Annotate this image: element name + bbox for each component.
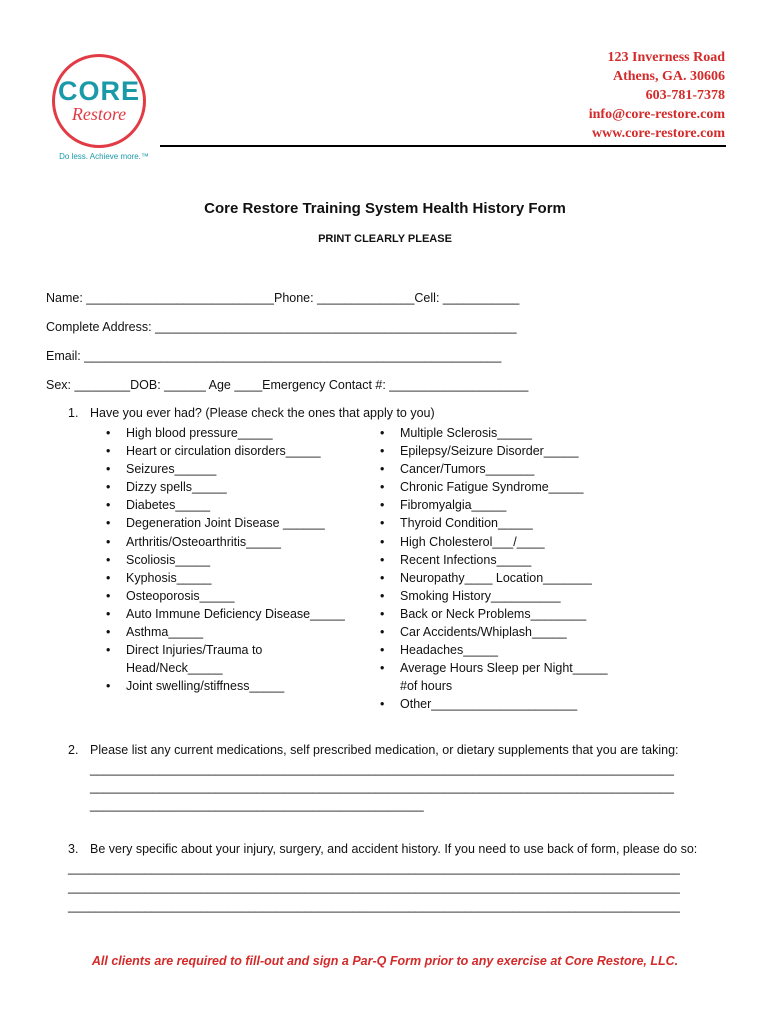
sex-dob-age-emergency-line[interactable]: Sex: ________DOB: ______ Age ____Emergency Contact #: ____________________ [46,378,529,392]
condition-item[interactable]: • Cancer/Tumors_______ [378,460,608,478]
address-block [589,48,725,143]
condition-item[interactable]: • High blood pressure_____ [104,424,354,442]
par-q-notice: All clients are required to fill-out and sign a Par-Q Form prior to any exercise at Core Restore, LLC. [91,954,679,968]
condition-item[interactable]: • Fibromyalgia_____ [378,496,608,514]
medications-line-1[interactable]: ____________________________________________________________________________________ [90,762,674,776]
logo-tagline: Do less. Achieve more.™ [59,152,149,161]
history-line-1[interactable]: ________________________________________________________________________________________ [68,861,680,875]
condition-item[interactable]: • Back or Neck Problems________ [378,605,608,623]
condition-item[interactable]: • Osteoporosis_____ [104,587,354,605]
logo-restore-text: Restore [71,104,127,124]
header-divider [160,145,726,147]
address-city: Athens, GA. 30606 [612,69,725,84]
condition-item[interactable]: • Average Hours Sleep per Night_____ #of hours [378,659,608,695]
condition-item[interactable]: • High Cholesterol___/____ [378,533,608,551]
question-1 [68,406,435,420]
condition-item[interactable]: • Seizures______ [104,460,354,478]
question-2 [68,743,679,757]
form-title: Core Restore Training System Health History Form [204,200,566,217]
condition-item[interactable]: • Recent Infections_____ [378,551,608,569]
form-subtitle: PRINT CLEARLY PLEASE [318,233,452,245]
email-line[interactable]: Email: ____________________________________________________________ [46,349,502,363]
condition-item[interactable]: • Other_____________________ [378,695,608,713]
medications-line-2[interactable]: ____________________________________________________________________________________ [90,780,674,794]
question-3 [68,842,697,856]
condition-item[interactable]: • Smoking History__________ [378,587,608,605]
core-restore-logo [44,50,164,170]
condition-item[interactable]: • Thyroid Condition_____ [378,514,608,532]
question-3-number: 3. [68,842,79,856]
history-line-3[interactable]: ________________________________________________________________________________________ [68,899,680,913]
address-line[interactable]: Complete Address: ____________________________________________________ [46,320,517,334]
address-phone: 603-781-7378 [645,88,725,103]
name-phone-cell-line[interactable]: Name: ___________________________Phone: ______________Cell: ___________ [46,291,520,305]
question-1-number: 1. [68,406,79,420]
condition-item[interactable]: • Arthritis/Osteoarthritis_____ [104,533,354,551]
condition-item[interactable]: • Asthma_____ [104,623,354,641]
question-1-text: Have you ever had? (Please check the ones that apply to you) [90,406,435,420]
condition-list-right [378,424,608,714]
address-street: 123 Inverness Road [607,50,725,65]
question-3-text: Be very specific about your injury, surgery, and accident history. If you need to use back of form, please do so: [90,842,698,856]
medications-line-3[interactable]: ________________________________________________ [90,798,424,812]
condition-item[interactable]: • Car Accidents/Whiplash_____ [378,623,608,641]
condition-item[interactable]: • Dizzy spells_____ [104,478,354,496]
condition-item[interactable]: • Direct Injuries/Trauma to Head/Neck_____ [104,641,354,677]
condition-item[interactable]: • Kyphosis_____ [104,569,354,587]
address-email[interactable]: info@core-restore.com [588,107,725,122]
condition-item[interactable]: • Degeneration Joint Disease ______ [104,514,354,532]
condition-item[interactable]: • Diabetes_____ [104,496,354,514]
condition-item[interactable]: • Headaches_____ [378,641,608,659]
condition-item[interactable]: • Joint swelling/stiffness_____ [104,677,354,695]
logo-core-text: CORE [57,76,140,106]
address-website[interactable]: www.core-restore.com [592,126,725,141]
question-2-number: 2. [68,743,79,757]
condition-item[interactable]: • Chronic Fatigue Syndrome_____ [378,478,608,496]
condition-list-left [104,424,354,695]
history-line-2[interactable]: ________________________________________________________________________________________ [68,880,680,894]
question-2-text: Please list any current medications, self prescribed medication, or dietary supplements that you are taking: [90,743,679,757]
condition-item[interactable]: • Multiple Sclerosis_____ [378,424,608,442]
condition-item[interactable]: • Neuropathy____ Location_______ [378,569,608,587]
condition-item[interactable]: • Scoliosis_____ [104,551,354,569]
condition-item[interactable]: • Epilepsy/Seizure Disorder_____ [378,442,608,460]
condition-item[interactable]: • Heart or circulation disorders_____ [104,442,354,460]
condition-item[interactable]: • Auto Immune Deficiency Disease_____ [104,605,354,623]
